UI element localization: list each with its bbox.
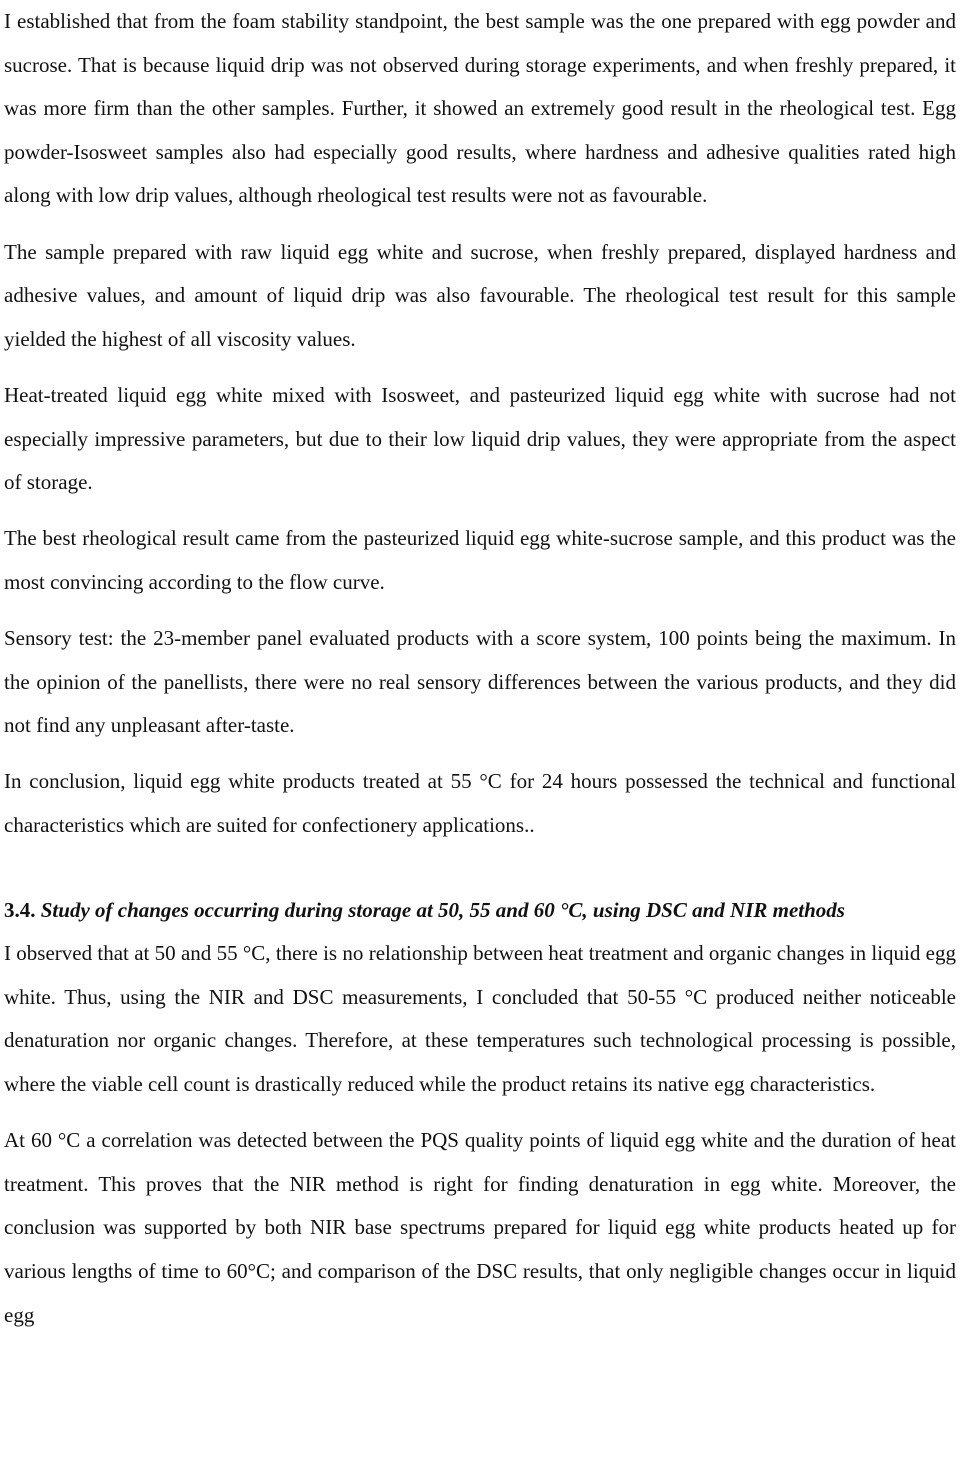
paragraph-60-degrees: At 60 °C a correlation was detected between the PQS quality points of liquid egg white and the duration of heat treatment. This proves that the NIR method is right for finding denaturation in egg white. Moreover, the conclusion was supported by both NIR base spectrums prepared for liquid egg white products heated up for various lengths of time to 60°C; and comparison of the DSC results, that only negligible changes occur in liquid egg xyxy=(4,1128,956,1327)
paragraph-best-rheological-result: The best rheological result came from the pasteurized liquid egg white-sucrose sample, and this product was the most convincing according to the flow curve. xyxy=(4,526,956,594)
paragraph-foam-stability: I established that from the foam stability standpoint, the best sample was the one prepared with egg powder and sucrose. That is because liquid drip was not observed during storage experiments, and when freshly prepared, it was more firm than the other samples. Further, it showed an extremely good result in the rheological test. Egg powder-Isosweet samples also had especially good results, where hardness and adhesive qualities rated high along with low drip values, although rheological test results were not as favourable. xyxy=(4,9,956,208)
section-title: Study of changes occurring during storage at 50, 55 and 60 °C, using DSC and NIR methods xyxy=(40,897,845,922)
paragraph-conclusion: In conclusion, liquid egg white products treated at 55 °C for 24 hours possessed the technical and functional characteristics which are suited for confectionery applications.. xyxy=(4,769,956,838)
paragraph-sensory-test: Sensory test: the 23-member panel evaluated products with a score system, 100 points being the maximum. In the opinion of the panellists, there were no real sensory differences between the various products, and they did not find any unpleasant after-taste. xyxy=(4,626,956,738)
paragraph-heat-treated-isosweet: Heat-treated liquid egg white mixed with Isosweet, and pasteurized liquid egg white with sucrose had not especially impressive parameters, but due to their low liquid drip values, they were appropriate from the aspect of storage. xyxy=(4,382,956,495)
section-number: 3.4. xyxy=(4,897,36,922)
paragraph-50-55-degrees: I observed that at 50 and 55 °C, there is no relationship between heat treatment and organic changes in liquid egg white. Thus, using the NIR and DSC measurements, I concluded that 50-55 °C produced neither noticeable denaturation nor organic changes. Therefore, at these temperatures such technological processing is possible, where the viable cell count is drastically reduced while the product retains its native egg characteristics. xyxy=(4,941,956,1097)
section-heading xyxy=(4,889,956,933)
paragraph-raw-egg-white-sucrose: The sample prepared with raw liquid egg white and sucrose, when freshly prepared, displayed hardness and adhesive values, and amount of liquid drip was also favourable. The rheological test result for this sample yielded the highest of all viscosity values. xyxy=(4,239,956,351)
document-page xyxy=(4,0,956,1350)
